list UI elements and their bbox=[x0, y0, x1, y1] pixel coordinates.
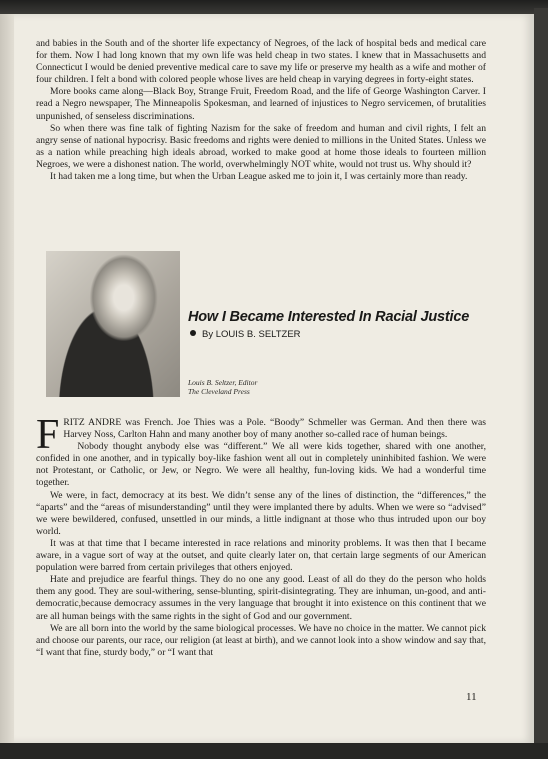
byline-text: By LOUIS B. SELTZER bbox=[202, 329, 301, 340]
paragraph: Nobody thought anybody else was “different.” We all were kids together, shared with one another, confided in one another, and in typically boy-like fashion went all out in completely uninhibited fashion. We were not Protestant, or Catholic, or Jew, or Negro. We were all healthy, fun-loving kids. We had a wonderful time together. bbox=[36, 441, 486, 489]
paragraph: We were, in fact, democracy at its best. We didn’t sense any of the lines of distinction, the “differences,” the “aparts” and the “areas of misunderstanding” until they were implanted there by adults. When we were so “advised” we were bewildered, confused, unsettled in our minds, a little indignant at those who thus intruded upon our boy world. bbox=[36, 489, 486, 537]
paragraph: It had taken me a long time, but when the Urban League asked me to join it, I was certainly more than ready. bbox=[50, 171, 468, 183]
previous-article-text bbox=[36, 38, 486, 183]
first-paragraph-text: RITZ ANDRE was French. Joe Thies was a Pole. “Boody” Schmeller was German. And then there was Harvey Noss, Carlton Hahn and many another boy of many another so-called race of human beings. bbox=[63, 417, 486, 441]
paragraph: and babies in the South and of the shorter life expectancy of Negroes, of the lack of hospital beds and medical care for them. Now I had long known that my own life was held cheap in two states. I knew that in Massachusetts and Connecticut I would be denied preventive medical care to save my life or preserve my health as a wife and mother of four children. I felt a bond with colored people whose lives are held cheap in varying degrees in forty-eight states. bbox=[36, 38, 486, 86]
photo-caption bbox=[188, 378, 257, 396]
author-photo bbox=[46, 251, 180, 397]
paragraph: It was at that time that I became interested in race relations and minority problems. It was then that I became aware, in a vague sort of way at the outset, and quite clearly later on, that certain large segments of our American population were barred from certain privileges that others enjoyed. bbox=[36, 537, 486, 574]
article-byline bbox=[190, 329, 301, 340]
caption-line: Louis B. Seltzer, Editor bbox=[188, 378, 258, 387]
caption-line: The Cleveland Press bbox=[188, 387, 250, 396]
page-right-edge bbox=[534, 8, 548, 753]
article-body bbox=[36, 412, 486, 659]
page-left-gutter bbox=[0, 14, 14, 743]
paragraph: We are all born into the world by the same biological processes. We have no choice in the matter. We cannot pick and choose our parents, our race, our religion (at least at birth), and we cannot look into a show window and say that, “I want that fine, sturdy body,” or “I want that bbox=[36, 622, 486, 658]
page-top-edge bbox=[0, 0, 548, 14]
paragraph: More books came along—Black Boy, Strange Fruit, Freedom Road, and the life of George Washington Carver. I read a Negro newspaper, The Minneapolis Spokesman, and learned of injustices to Negro servicemen, of brutalities unpunished, of senseless discriminations. bbox=[36, 86, 486, 122]
paragraph: So when there was fine talk of fighting Nazism for the sake of freedom and human and civil rights, I felt an angry sense of national hypocrisy. Basic freedoms and rights were denied to millions in the United States. Unless we as a nation while preaching high ideals abroad, worked to make good at home those ideals to fourteen million Negroes, we were a dishonest nation. The world, overwhelmingly NOT white, would not trust us. Why should it? bbox=[36, 122, 486, 170]
article-headline: How I Became Interested In Racial Justice bbox=[188, 309, 470, 325]
first-paragraph bbox=[36, 412, 486, 458]
page-bottom-edge bbox=[0, 743, 548, 759]
paragraph: Hate and prejudice are fearful things. They do no one any good. Least of all do they do the person who holds them any good. They are soul-withering, sense-blunting, spirit-disintegrating. They are inhuman, un-good, and anti-democratic,because democracy assumes in the very language that brought it into existence on this continent that we are all human beings with the same rights in the sight of God and our government. bbox=[36, 574, 486, 622]
drop-cap: F bbox=[36, 412, 60, 458]
page-number: 11 bbox=[466, 691, 477, 703]
bullet-icon bbox=[190, 330, 196, 336]
